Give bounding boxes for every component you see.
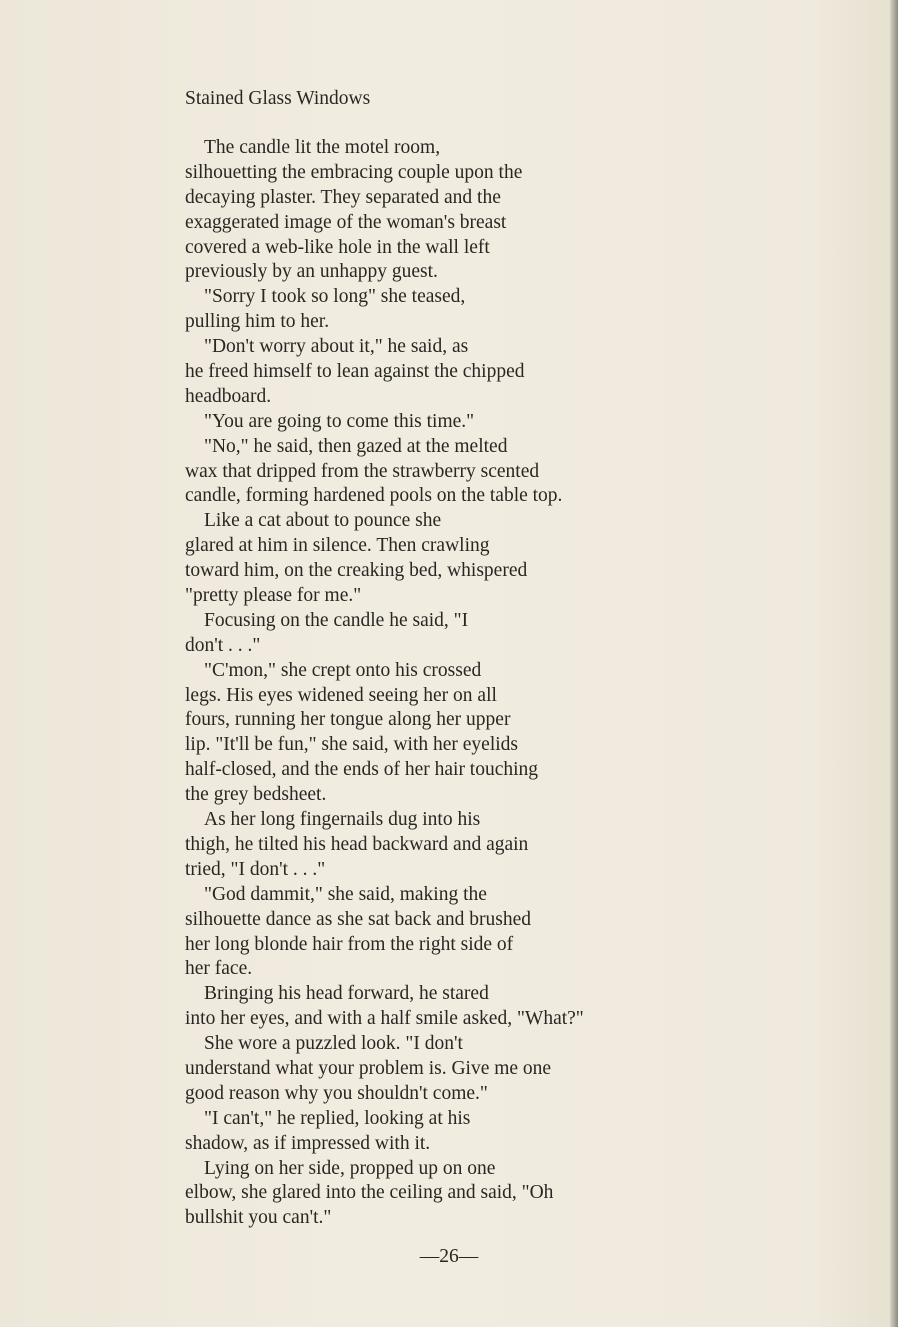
text-line: tried, "I don't . . ." — [185, 858, 326, 880]
text-line: Bringing his head forward, he stared — [204, 983, 489, 1005]
text-line: don't . . ." — [185, 634, 261, 656]
text-line: She wore a puzzled look. "I don't — [204, 1033, 463, 1055]
text-line: understand what your problem is. Give me one — [185, 1057, 552, 1079]
text-line: elbow, she glared into the ceiling and said, "Oh — [185, 1182, 554, 1204]
text-line: "I can't," he replied, looking at his — [204, 1107, 471, 1129]
text-line: "You are going to come this time." — [204, 410, 475, 432]
text-line: "No," he said, then gazed at the melted — [204, 435, 508, 457]
text-line: glared at him in silence. Then crawling — [185, 535, 490, 557]
text-line: toward him, on the creaking bed, whispered — [185, 560, 528, 582]
text-line: her long blonde hair from the right side of — [185, 933, 514, 955]
text-line: lip. "It'll be fun," she said, with her eyelids — [185, 734, 518, 756]
text-line: Like a cat about to pounce she — [204, 510, 442, 532]
text-line: previously by an unhappy guest. — [185, 261, 438, 283]
text-line: the grey bedsheet. — [185, 784, 327, 806]
text-line: thigh, he tilted his head backward and again — [185, 833, 529, 855]
text-line: he freed himself to lean against the chipped — [185, 361, 525, 383]
text-line: The candle lit the motel room, — [204, 137, 441, 158]
text-line: exaggerated image of the woman's breast — [185, 211, 507, 233]
text-line: fours, running her tongue along her upper — [185, 709, 511, 731]
story-body — [185, 136, 745, 1231]
text-line: good reason why you shouldn't come." — [185, 1082, 488, 1104]
text-line: decaying plaster. They separated and the — [185, 186, 501, 208]
page-edge — [890, 0, 898, 1327]
text-line: shadow, as if impressed with it. — [185, 1132, 431, 1154]
text-line: legs. His eyes widened seeing her on all — [185, 684, 497, 706]
text-line: Lying on her side, propped up on one — [204, 1157, 496, 1179]
text-line: covered a web-like hole in the wall left — [185, 236, 490, 258]
text-line: "Don't worry about it," he said, as — [204, 336, 469, 358]
text-line: her face. — [185, 958, 253, 980]
text-line: As her long fingernails dug into his — [204, 809, 481, 831]
text-line: "God dammit," she said, making the — [204, 883, 487, 905]
text-line: bullshit you can't." — [185, 1207, 332, 1229]
text-line: silhouette dance as she sat back and brushed — [185, 908, 532, 930]
text-line: into her eyes, and with a half smile asked, "What?" — [185, 1008, 584, 1030]
text-line: half-closed, and the ends of her hair touching — [185, 759, 539, 781]
text-line: candle, forming hardened pools on the table top. — [185, 485, 563, 507]
text-line: pulling him to her. — [185, 311, 330, 333]
text-line: "pretty please for me." — [185, 585, 362, 607]
text-line: Focusing on the candle he said, "I — [204, 609, 469, 631]
text-line: headboard. — [185, 385, 272, 407]
page-number: —26— — [419, 1246, 479, 1267]
text-line: "Sorry I took so long" she teased, — [204, 286, 466, 308]
text-line: silhouetting the embracing couple upon the — [185, 161, 523, 183]
text-line: "C'mon," she crept onto his crossed — [204, 659, 482, 681]
story-title: Stained Glass Windows — [185, 88, 371, 109]
text-line: wax that dripped from the strawberry scented — [185, 460, 540, 482]
